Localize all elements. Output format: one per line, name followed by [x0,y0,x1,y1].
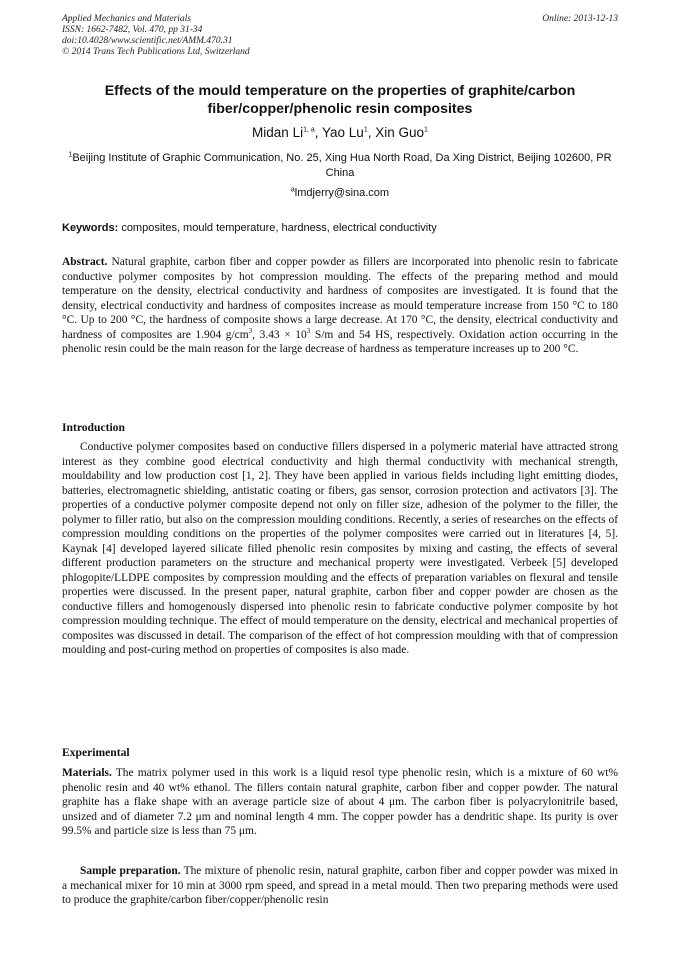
abstract-sup: 3 [248,326,253,335]
affiliation-text: Beijing Institute of Graphic Communication, No. 25, Xing Hua North Road, Da Xing District, Beijing 102600, PR China [72,152,612,179]
introduction-paragraph: Conductive polymer composites based on conductive fillers dispersed in a polymeric material have attracted strong interest as they combine good electrical conductivity and high thermal conductivity with mechanical strength, mouldability and low production cost [1, 2]. They have been applied in various fields including light emitting diodes, batteries, electromagnetic shielding, antistatic coating or fibers, gas sensor, corrosion protection and activators [3]. The properties of a conductive polymer composite depend not only on filler size, adhesion of the polymer to the filler, the polymer to filler ratio, but also on the compression moulding conditions. Recently, a series of researches on the effects of compression moulding conditions on the properties of the polymer composites were carried out in literatures [4, 5]. Kaynak [4] developed layered silicate filled phenolic resin composites by mixing and casting, the effects of several different production parameters on the structure and mechanical property were investigated. Verbeek [5] developed phlogopite/LLDPE composites by compression moulding and the effects of preparation variables on flexural and tensile properties were discussed. In the present paper, natural graphite, carbon fiber and copper powder are chosen as the conductive fillers and homogenously dispersed into phenolic resin to fabricate conductive polymer composite by hot compression moulding technique. The effect of mould temperature on the density, electrical and mechanical properties of composites was discussed in detail. The comparison of the effect of hot compression moulding with that of compression moulding and post-curing method on properties of composites is also made. [62,441,618,656]
abstract-text: , 3.43 × 10 [252,328,307,341]
introduction-heading: Introduction [62,421,125,434]
affiliation-sup: 1 [68,151,73,159]
keywords [62,221,618,235]
materials-section [62,766,618,839]
doi-line: doi:10.4028/www.scientific.net/AMM.470.31 [62,36,233,46]
experimental-heading: Experimental [62,746,130,759]
issn-line: ISSN: 1662-7482, Vol. 470, pp 31-34 [62,25,203,35]
paper-title: Effects of the mould temperature on the properties of graphite/carbon fiber/copper/phenolic resin composites [104,83,576,117]
online-date: Online: 2013-12-13 [542,14,618,24]
abstract [62,255,618,357]
sample-preparation-text: The mixture of phenolic resin, natural graphite, carbon fiber and copper powder was mixed in a mechanical mixer for 10 min at 3000 rpm speed, and spread in a metal mould. Then two preparing methods were used to produce the graphite/carbon fiber/copper/phenolic resin [62,865,618,906]
author-name: Yao Lu [322,125,364,140]
abstract-text: S/m and 54 HS, respectively. Oxidation action occurring in the phenolic resin could be the main reason for the large decrease of hardness as temperature increases up to 200 °C. [62,328,618,355]
materials-label: Materials. [62,767,112,779]
journal-name: Applied Mechanics and Materials [62,14,192,24]
keywords-label: Keywords: [62,222,119,234]
abstract-sup: 3 [306,326,311,335]
author-name: Midan Li [252,125,304,140]
email-sup: a [290,186,295,194]
author-list: Midan Li$^{1, a}$, Yao Lu$^1$, Xin Guo$^1$ [252,125,428,140]
author-name: Xin Guo [375,125,425,140]
abstract-label: Abstract. [62,256,108,268]
abstract-text: Natural graphite, carbon fiber and copper powder as fillers are incorporated into phenolic resin to fabricate conductive polymer composites by hot compression moulding. The effects of the preparing method and mould temperature on the density, electrical conductivity and hardness of composites are investigated. It is found that the density, electrical conductivity and hardness of composites increase as mould temperature increase from 150 °C to 180 °C. Up to 200 °C, the hardness of composite shows a large decrease. At 170 °C, the density, electrical conductivity and hardness of composites are 1.904 g/cm [62,256,619,341]
email-text[interactable]: lmdjerry@sina.com [294,187,390,199]
author-email [62,186,618,201]
sample-preparation-label: Sample preparation. [80,865,181,877]
author-sup: 1 [424,126,428,134]
introduction-body [62,440,618,658]
copyright-line: © 2014 Trans Tech Publications Ltd, Switzerland [62,47,250,57]
affiliation [62,151,618,181]
materials-text: The matrix polymer used in this work is a liquid resol type phenolic resin, which is a mixture of 60 wt% phenolic resin and 40 wt% ethanol. The fillers contain natural graphite, carbon fiber and copper powder. The natural graphite has a flake shape with an average particle size of about 4 μm. The carbon fiber is polyacrylonitrile based, unsized and of diameter 7.2 μm and nominal length 4 mm. The copper powder has a dendritic shape. Its purity is over 99.5% and particle size is less than 75 μm. [62,767,619,837]
sample-preparation-section [62,864,618,908]
author-sup: 1 [363,126,368,134]
author-sup: 1, a [303,126,315,134]
keywords-text: composites, mould temperature, hardness, electrical conductivity [121,222,437,234]
journal-header [62,14,618,58]
